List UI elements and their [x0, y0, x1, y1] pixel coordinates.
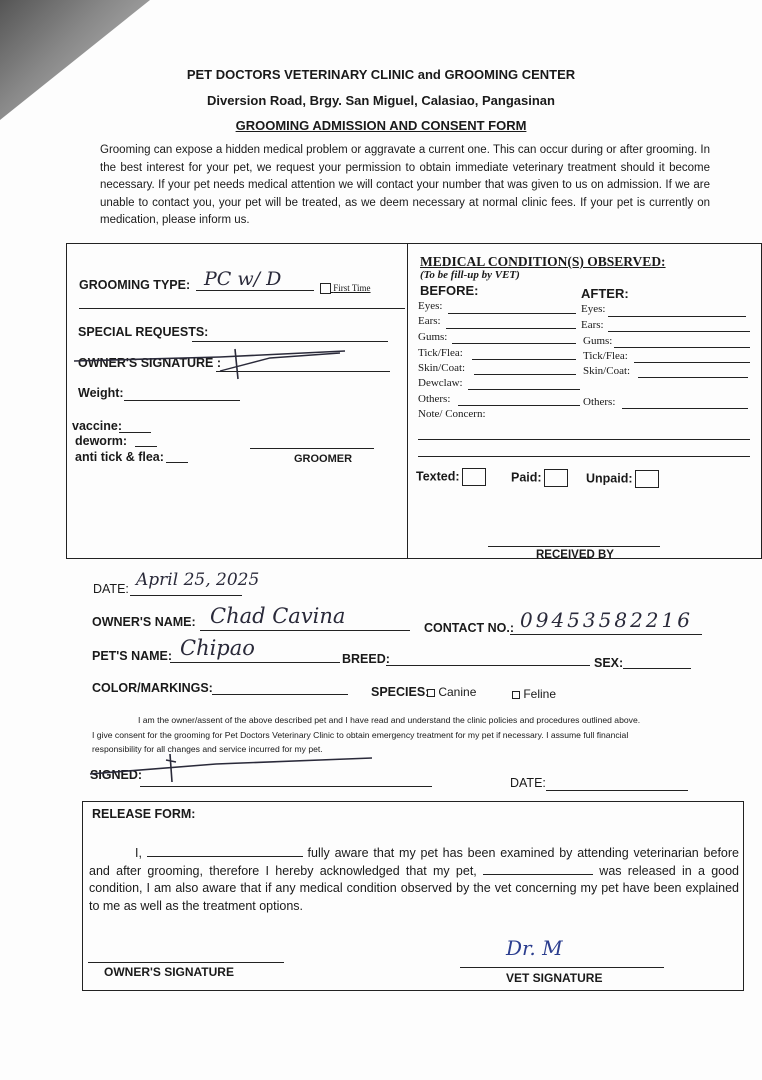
- after-tickflea-label: Tick/Flea:: [583, 350, 628, 362]
- date-value[interactable]: April 25, 2025: [136, 570, 260, 590]
- before-eyes-field[interactable]: [448, 313, 576, 314]
- pet-name-value[interactable]: Chipao: [180, 636, 255, 660]
- unpaid-label: Unpaid:: [586, 471, 633, 486]
- paid-checkbox[interactable]: [511, 469, 568, 487]
- before-gums-field[interactable]: [452, 343, 576, 344]
- clinic-name: PET DOCTORS VETERINARY CLINIC and GROOMING CENTER: [186, 67, 576, 82]
- signed-scribble: [86, 752, 386, 788]
- unpaid-box[interactable]: [635, 470, 659, 488]
- before-skincoat-label: Skin/Coat:: [418, 362, 466, 374]
- vet-signature-label: VET SIGNATURE: [506, 971, 603, 985]
- release-text-c: was released in a good condition, I am also aware that if any medical condition observed by the vet concerning my pet have been explained to me as well as the treatment options.: [89, 863, 740, 913]
- after-heading: AFTER:: [581, 286, 629, 301]
- pet-name-field[interactable]: [170, 662, 340, 663]
- release-text-a: I,: [135, 846, 147, 860]
- after-others-field[interactable]: [622, 408, 748, 409]
- vaccine-field[interactable]: [119, 432, 151, 433]
- owner-name-value[interactable]: Chad Cavina: [210, 604, 346, 628]
- before-dewclaw-label: Dewclaw:: [418, 377, 463, 389]
- weight-label: Weight:: [78, 386, 124, 400]
- after-gums-label: Gums:: [583, 335, 613, 347]
- before-skincoat-field[interactable]: [474, 374, 576, 375]
- before-others-label: Others:: [418, 393, 451, 405]
- canine-option[interactable]: [427, 685, 476, 699]
- after-skincoat-field[interactable]: [638, 377, 748, 378]
- deworm-field[interactable]: [135, 446, 157, 447]
- date-label: DATE:: [93, 582, 129, 596]
- before-tickflea-label: Tick/Flea:: [418, 347, 463, 359]
- intro-paragraph: Grooming can expose a hidden medical problem or aggravate a current one. This can occur during or after grooming. In the best interest for your pet, we request your permission to obtain immediate veterinary treatment should it become necessary. If your pet needs medical attention we will contact your number that was given to us on admission. If we are unable to contact you, your pet will be treated, as we deem necessary at normal clinic fees. If your pet is currently on medication, please inform us.: [100, 144, 710, 226]
- weight-field[interactable]: [124, 400, 240, 401]
- medical-title: MEDICAL CONDITION(S) OBSERVED:: [420, 254, 666, 269]
- consent-date-field[interactable]: [546, 790, 688, 791]
- after-ears-label: Ears:: [581, 319, 604, 331]
- clinic-address: Diversion Road, Brgy. San Miguel, Calasiao, Pangasinan: [207, 93, 555, 108]
- before-heading: BEFORE:: [420, 283, 479, 298]
- release-paragraph: [89, 845, 739, 915]
- note-concern-label: Note/ Concern:: [418, 408, 486, 420]
- anti-tick-field[interactable]: [166, 462, 188, 463]
- received-by-label: RECEIVED BY: [536, 549, 614, 561]
- pet-name-label: PET'S NAME:: [92, 649, 173, 663]
- contact-label: CONTACT NO.:: [424, 621, 515, 635]
- after-others-label: Others:: [583, 396, 616, 408]
- contact-value[interactable]: 09453582216: [520, 608, 693, 632]
- sex-label: SEX:: [594, 656, 624, 670]
- feline-option[interactable]: [512, 687, 556, 701]
- owner-signature-scribble: [70, 343, 360, 383]
- signed-label: SIGNED:: [90, 768, 143, 782]
- texted-label: Texted:: [416, 469, 460, 484]
- before-ears-field[interactable]: [446, 328, 576, 329]
- deworm-label: deworm:: [75, 434, 128, 448]
- color-markings-label: COLOR/MARKINGS:: [92, 681, 213, 695]
- anti-tick-label: anti tick & flea:: [75, 450, 164, 464]
- after-eyes-label: Eyes:: [581, 303, 606, 315]
- feline-box[interactable]: [512, 691, 520, 699]
- color-markings-field[interactable]: [212, 694, 348, 695]
- before-gums-label: Gums:: [418, 331, 448, 343]
- consent-date-label: DATE:: [510, 776, 546, 790]
- grooming-type-label: GROOMING TYPE:: [79, 278, 191, 292]
- medical-subtitle: (To be fill-up by VET): [420, 269, 520, 281]
- paid-box[interactable]: [544, 469, 568, 487]
- after-ears-field[interactable]: [608, 331, 750, 332]
- consent-line-2: I give consent for the grooming for Pet Doctors Veterinary Clinic to obtain emergency treatment for my pet if necessary. I assume full financial: [92, 730, 629, 740]
- feline-label: Feline: [523, 687, 557, 701]
- owner-name-label: OWNER'S NAME:: [92, 615, 196, 629]
- after-gums-field[interactable]: [614, 347, 750, 348]
- consent-line-1: I am the owner/assent of the above described pet and I have read and understand the clinic policies and procedures outlined above.: [138, 715, 641, 725]
- note-line-1[interactable]: [418, 439, 750, 440]
- species-label: SPECIES:: [371, 685, 430, 699]
- note-line-2[interactable]: [418, 456, 750, 457]
- first-time-box[interactable]: [320, 283, 331, 294]
- after-tickflea-field[interactable]: [634, 362, 750, 363]
- column-divider: [407, 243, 408, 559]
- vaccine-label: vaccine:: [72, 419, 123, 433]
- groomer-signature-line[interactable]: [250, 448, 374, 449]
- grooming-type-value[interactable]: PC w/ D: [204, 268, 282, 290]
- unpaid-checkbox[interactable]: [586, 470, 659, 488]
- special-requests-label: SPECIAL REQUESTS:: [78, 325, 209, 339]
- first-time-checkbox[interactable]: [320, 283, 371, 294]
- sex-field[interactable]: [623, 668, 691, 669]
- after-eyes-field[interactable]: [608, 316, 746, 317]
- first-time-label: First Time: [333, 283, 371, 293]
- release-name-blank[interactable]: [147, 856, 303, 857]
- before-dewclaw-field[interactable]: [468, 389, 580, 390]
- release-pet-blank[interactable]: [483, 874, 593, 875]
- consent-line-3: responsibility for all changes and service incurred for my pet.: [92, 744, 323, 754]
- before-others-field[interactable]: [458, 405, 580, 406]
- before-ears-label: Ears:: [418, 315, 441, 327]
- received-by-line[interactable]: [488, 546, 660, 547]
- before-eyes-label: Eyes:: [418, 300, 443, 312]
- canine-label: Canine: [438, 685, 477, 699]
- owner-signature-label: OWNER'S SIGNATURE :: [78, 356, 222, 370]
- date-field[interactable]: [130, 595, 242, 596]
- special-requests-field[interactable]: [192, 341, 388, 342]
- vet-signature-line[interactable]: [460, 967, 664, 968]
- paid-label: Paid:: [511, 470, 542, 485]
- texted-box[interactable]: [462, 468, 486, 486]
- form-title: GROOMING ADMISSION AND CONSENT FORM: [235, 118, 527, 133]
- before-tickflea-field[interactable]: [472, 359, 576, 360]
- contact-field[interactable]: [510, 634, 702, 635]
- breed-field[interactable]: [386, 665, 590, 666]
- after-skincoat-label: Skin/Coat:: [583, 365, 631, 377]
- owner-name-field[interactable]: [200, 630, 410, 631]
- release-owner-signature-line[interactable]: [88, 962, 284, 963]
- canine-box[interactable]: [427, 689, 435, 697]
- groomer-label: GROOMER: [294, 453, 353, 465]
- breed-label: BREED:: [342, 652, 390, 666]
- release-owner-signature-label: OWNER'S SIGNATURE: [104, 965, 234, 979]
- release-text-b: fully aware that my pet has been examined by attending veterinarian before and after grooming, therefore I hereby acknowledged that my pet,: [89, 846, 739, 878]
- texted-checkbox[interactable]: [416, 468, 486, 486]
- vet-initials: Dr. M: [506, 936, 563, 960]
- release-title: RELEASE FORM:: [92, 807, 196, 821]
